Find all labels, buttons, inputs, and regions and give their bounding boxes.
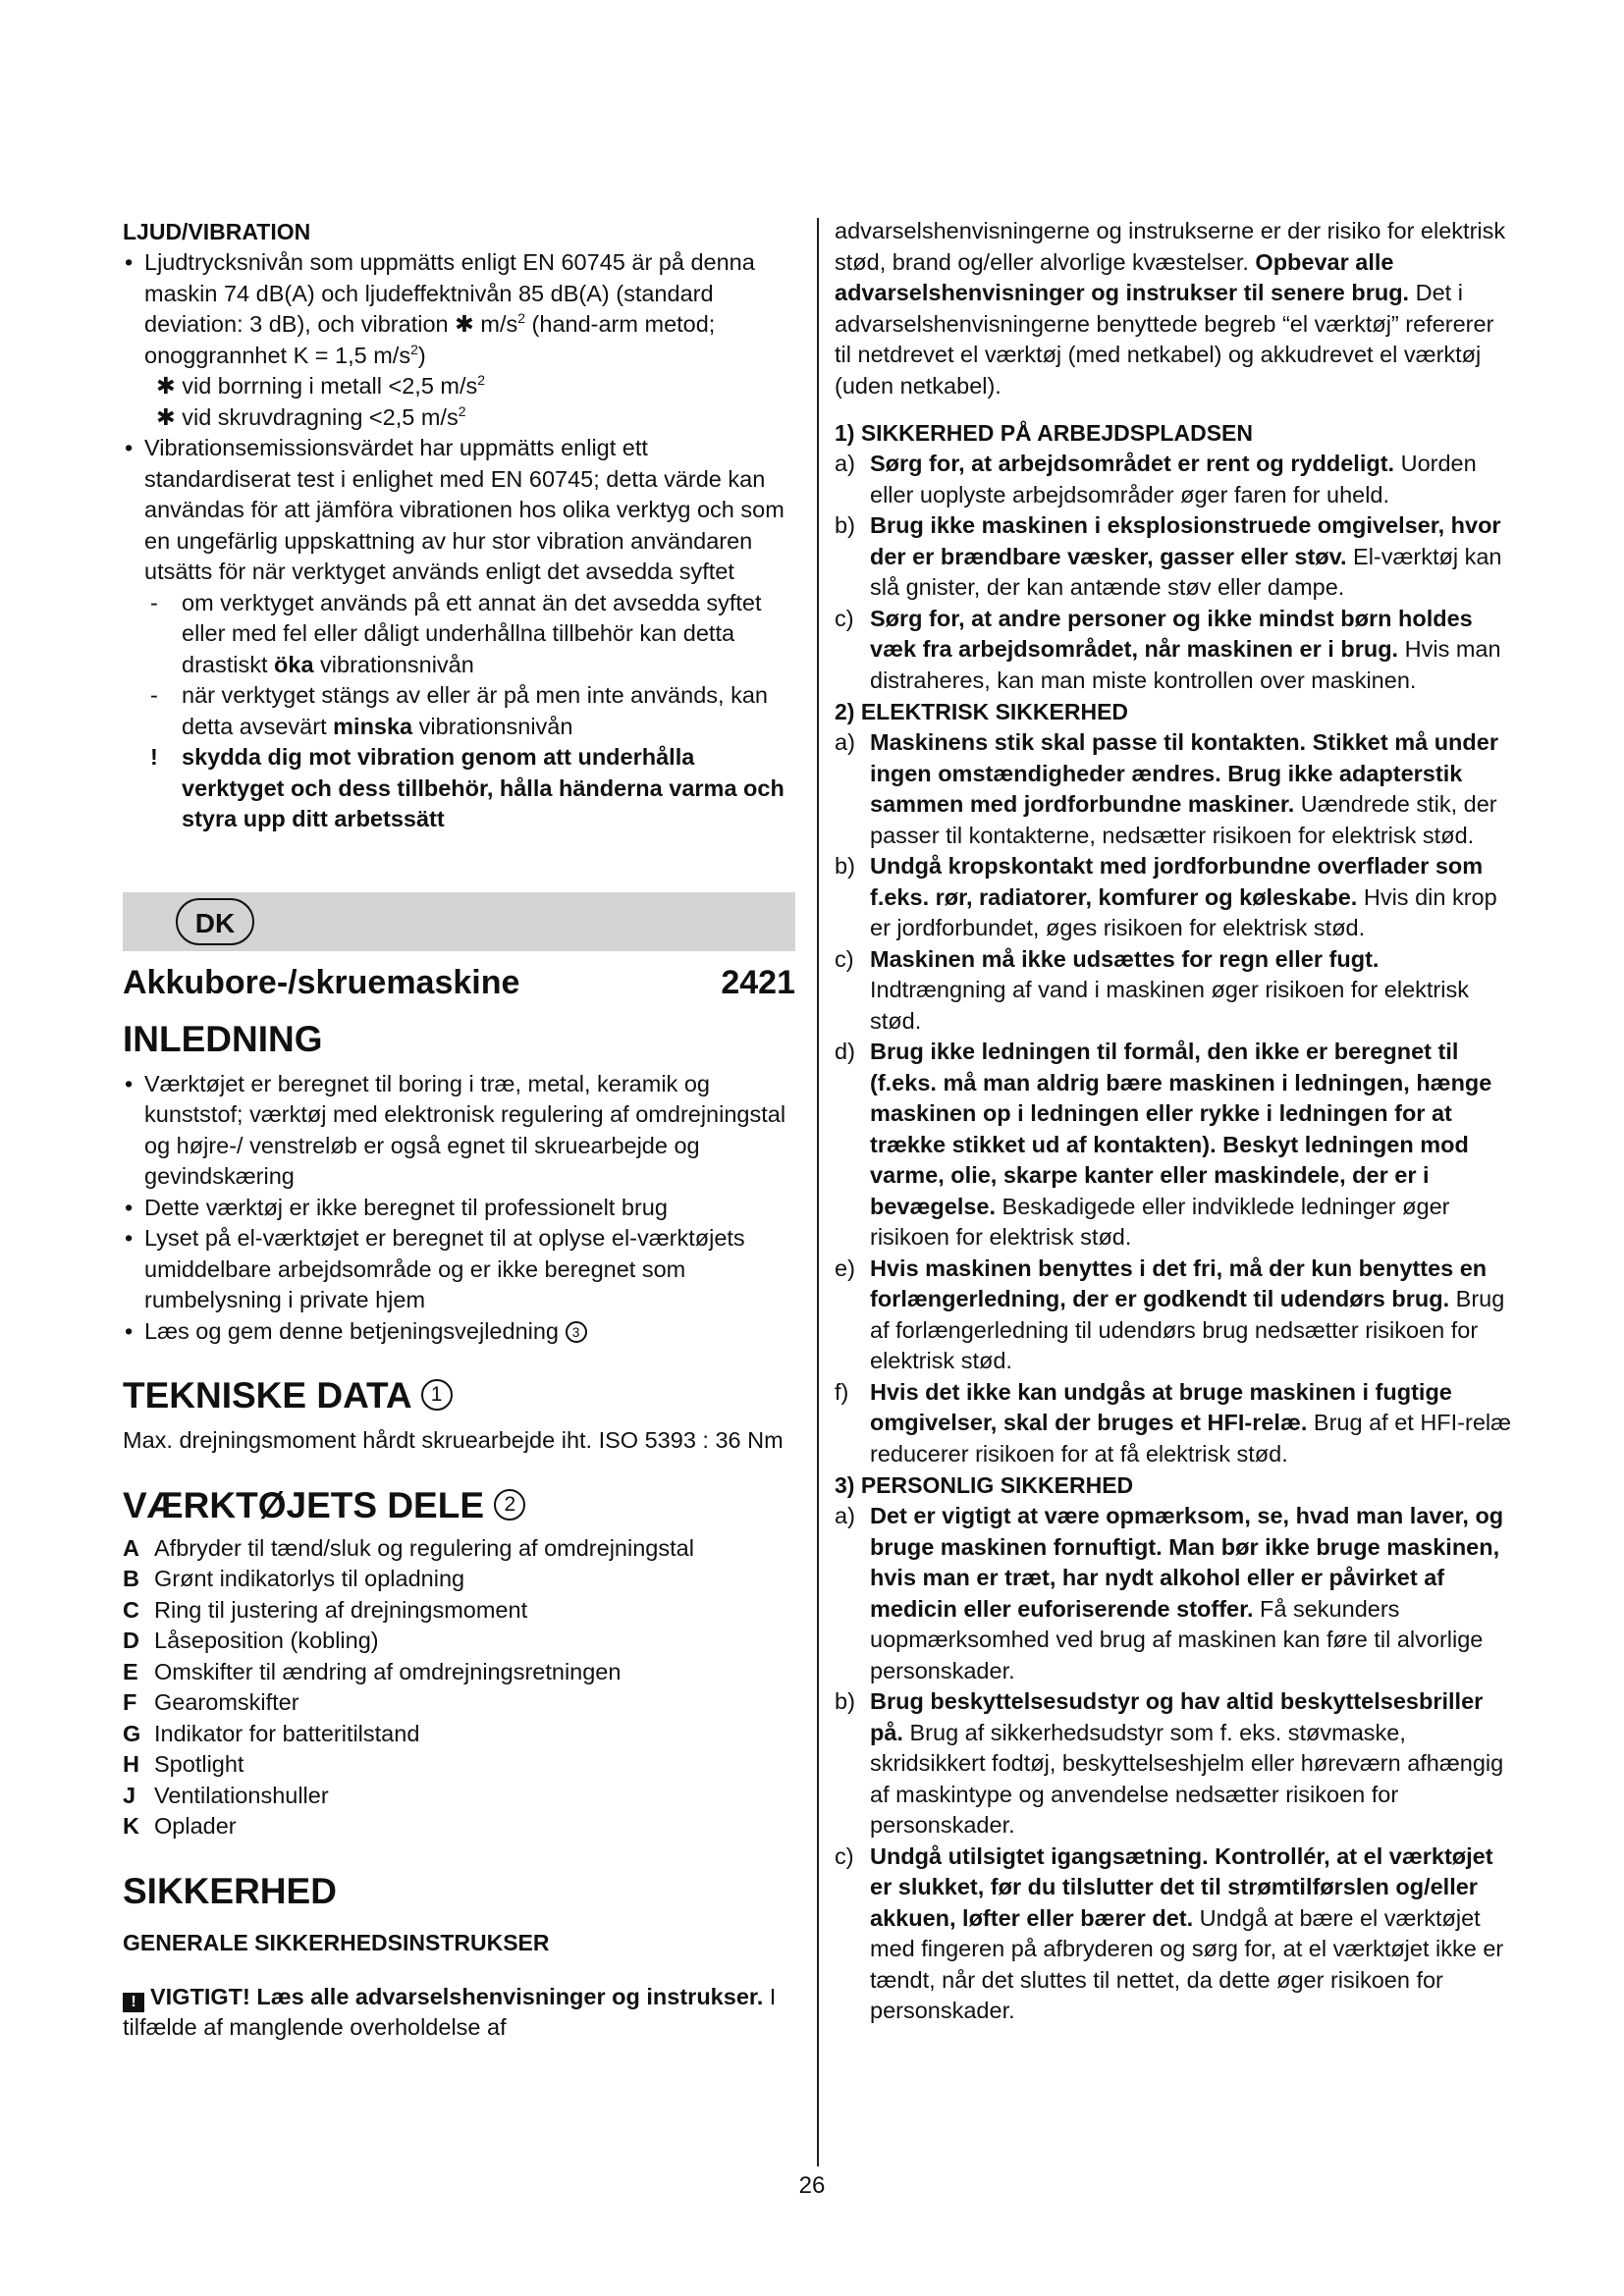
part-item: K Oplader [123, 1813, 237, 1839]
right-column [835, 216, 1512, 2027]
vibration-star-marker: ✱ [455, 311, 474, 337]
ljud-bullet-2: • Vibrationsemissionsvärdet har uppmätts enligt ett standardiserat test i enlighet med EN 60745; detta värde kan användas för att jämföra vibrationen hos olika verktyg och som en ungefärlig uppskattning av hur stor vibration användaren utsätts för när verktyget används enligt det avsedda syftet [123, 433, 795, 588]
safety-item: b) Brug ikke maskinen i eksplosionstruede omgivelser, hvor der er brændbare væsker, gasser eller støv. El-værktøj kan slå gnister, der kan antænde støv eller dampe. [835, 512, 1502, 600]
model-number: 2421 [721, 963, 795, 1001]
ljud-bullet-1: • Ljudtrycksnivån som uppmätts enligt EN 60745 är på denna maskin 74 dB(A) och ljudeffektnivån 85 dB(A) (standard deviation: 3 dB), och vibration ✱ $m/s^2$ (hand-arm metod; onoggrannhet K = 1,5 $m/s^2$) [123, 247, 795, 371]
part-item: D Låseposition (kobling) [123, 1628, 379, 1653]
inledning-bullet-4: • Læs og gem denne betjeningsvejledning 3 [123, 1316, 795, 1348]
parts-list [123, 1533, 795, 1842]
vibration-dash-2: - när verktyget stängs av eller är på men inte används, kan detta avsevärt minska vibrationsnivån [150, 682, 768, 739]
section-1-heading: 1) SIKKERHED PÅ ARBEJDSPLADSEN [835, 420, 1253, 446]
part-item: H Spotlight [123, 1751, 244, 1777]
column-divider [817, 218, 819, 2166]
figure-ref-2: 2 [494, 1489, 525, 1521]
safety-item: a) Sørg for, at arbejdsområdet er rent og ryddeligt. Uorden eller uoplyste arbejdsområder øger faren for uheld. [835, 451, 1477, 507]
safety-item: c) Sørg for, at andre personer og ikke mindst børn holdes væk fra arbejdsområdet, når maskinen er i brug. Hvis man distraheres, kan man miste kontrollen over maskinen. [835, 605, 1501, 693]
safety-item: c) Maskinen må ikke udsættes for regn eller fugt. Indtrængning af vand i maskinen øger risikoen for elektrisk stød. [835, 945, 1469, 1034]
safety-item: b) Undgå kropskontakt med jordforbundne overflader som f.eks. rør, radiatorer, komfurer og køleskabe. Hvis din krop er jordforbundet, øges risikoen for elektrisk stød. [835, 853, 1497, 940]
tekniske-data-heading: TEKNISKE DATA 1 [123, 1374, 795, 1417]
language-badge: DK [176, 898, 254, 945]
model-name: Akkubore-/skruemaskine [123, 963, 520, 1001]
vibration-metal-line: ✱ vid borrning i metall <2,5 $m/s^2$ [156, 372, 486, 399]
safety-item: a) Maskinens stik skal passe til kontakten. Stikket må under ingen omstændigheder ændres. Brug ikke adapterstik sammen med jordforbundne maskiner. Uændrede stik, der passer til kontakterne, nedsætter risikoen for elektrisk stød. [835, 729, 1498, 848]
sikkerhed-heading: SIKKERHED [123, 1870, 337, 1911]
safety-intro: advarselshenvisningerne og instrukserne er der risiko for elektrisk stød, brand og/eller alvorlige kvæstelser. Opbevar alle advarselshenvisninger og instrukser til senere brug. Det i advarselshenvisningerne benyttede begreb “el værktøj” refererer til netdrevet el værktøj (med netkabel) og akkudrevet el værktøj (uden netkabel). [835, 218, 1506, 399]
safety-item: a) Det er vigtigt at være opmærksom, se, hvad man laver, og bruge maskinen fornuftigt. Man bør ikke bruge maskinen, hvis man er træt, har nydt alkohol eller er påvirket af medicin eller euforiserende stoffer. Få sekunders uopmærksomhed ved brug af maskinen kan føre til alvorlige personskader. [835, 1503, 1504, 1683]
inledning-bullet-3: • Lyset på el-værktøjet er beregnet til at oplyse el-værktøjets umiddelbare arbejdsområde og er ikke beregnet som rumbelysning i private hjem [123, 1223, 795, 1316]
vibration-protect-note: ! skydda dig mot vibration genom att underhålla verktyget och dess tillbehör, hålla händerna varma och styra upp ditt arbetssätt [150, 744, 785, 831]
safety-item: b) Brug beskyttelsesudstyr og hav altid beskyttelsesbriller på. Brug af sikkerhedsudstyr som f. eks. støvmaske, skridsikkert fodtøj, beskyttelseshjelm eller høreværn afhængig af maskintype og anvendelse nedsætter risikoen for personskader. [835, 1688, 1504, 1838]
safety-item: f) Hvis det ikke kan undgås at bruge maskinen i fugtige omgivelser, skal der bruges et HFI-relæ. Brug af et HFI-relæ reducerer risikoen for at få elektrisk stød. [835, 1378, 1512, 1467]
figure-ref-3: 3 [566, 1321, 587, 1343]
ljud-heading: LJUD/VIBRATION [123, 219, 311, 244]
language-band [123, 892, 795, 951]
part-item: C Ring til justering af drejningsmoment [123, 1596, 528, 1623]
vibration-screw-line: ✱ vid skruvdragning <2,5 $m/s^2$ [156, 402, 466, 430]
model-title-row [123, 961, 795, 1004]
section-2-heading: 2) ELEKTRISK SIKKERHED [835, 699, 1129, 724]
inledning-bullet-1: • Værktøjet er beregnet til boring i træ, metal, keramik og kunststof; værktøj med elektronisk regulering af omdrejningstal og højre-/ venstreløb er også egnet til skruearbejde og gevindskæring [123, 1069, 795, 1193]
part-item: F Gearomskifter [123, 1689, 299, 1715]
tekniske-data-text: Max. drejningsmoment hårdt skruearbejde iht. ISO 5393 : 36 Nm [123, 1427, 784, 1453]
inledning-bullet-2: • Dette værktøj er ikke beregnet til professionelt brug [123, 1193, 795, 1224]
part-item: E Omskifter til ændring af omdrejningsretningen [123, 1658, 622, 1684]
left-column [123, 216, 795, 2044]
figure-ref-1: 1 [421, 1379, 453, 1411]
vaerktoejets-dele-heading: VÆRKTØJETS DELE 2 [123, 1484, 795, 1527]
page-number: 26 [798, 2172, 826, 2199]
part-item: J Ventilationshuller [123, 1782, 329, 1808]
warning-icon: ! [123, 1993, 144, 2012]
section-3-heading: 3) PERSONLIG SIKKERHED [835, 1472, 1134, 1498]
vigtigt-paragraph: ! VIGTIGT! Læs alle advarselshenvisninger og instrukser. I tilfælde af manglende overholdelse af [123, 1983, 777, 2040]
part-item: A Afbryder til tænd/sluk og regulering af omdrejningstal [123, 1534, 694, 1561]
safety-item: d) Brug ikke ledningen til formål, den ikke er beregnet til (f.eks. må man aldrig bære maskinen i ledningen, hænge maskinen op i ledningen eller rykke i ledningen for at trække stikket ud af kontakten). Beskyt ledningen mod varme, olie, skarpe kanter eller maskindele, der er i bevægelse. Beskadigede eller indviklede ledninger øger risikoen for elektrisk stød. [835, 1039, 1492, 1250]
inledning-heading: INLEDNING [123, 1018, 323, 1059]
safety-item: e) Hvis maskinen benyttes i det fri, må der kun benyttes en forlængerledning, der er godkendt til udendørs brug. Brug af forlængerledning til udendørs brug nedsætter risikoen for elektrisk stød. [835, 1255, 1505, 1373]
part-item: B Grønt indikatorlys til opladning [123, 1566, 465, 1591]
generale-heading: GENERALE SIKKERHEDSINSTRUKSER [123, 1929, 550, 1955]
part-item: G Indikator for batteritilstand [123, 1720, 420, 1746]
vibration-dash-1: - om verktyget används på ett annat än det avsedda syftet eller med fel eller dåligt underhållna tillbehör kan detta drastiskt öka vibrationsnivån [150, 589, 762, 677]
safety-item: c) Undgå utilsigtet igangsætning. Kontrollér, at el værktøjet er slukket, før du tilslutter det til strømtilførslen og/eller akkuen, løfter eller bærer det. Undgå at bære el værktøjet med fingeren på afbryderen og sørg for, at el værktøjet ikke er tændt, når det sluttes til nettet, da dette øger risikoen for personskader. [835, 1842, 1504, 2023]
